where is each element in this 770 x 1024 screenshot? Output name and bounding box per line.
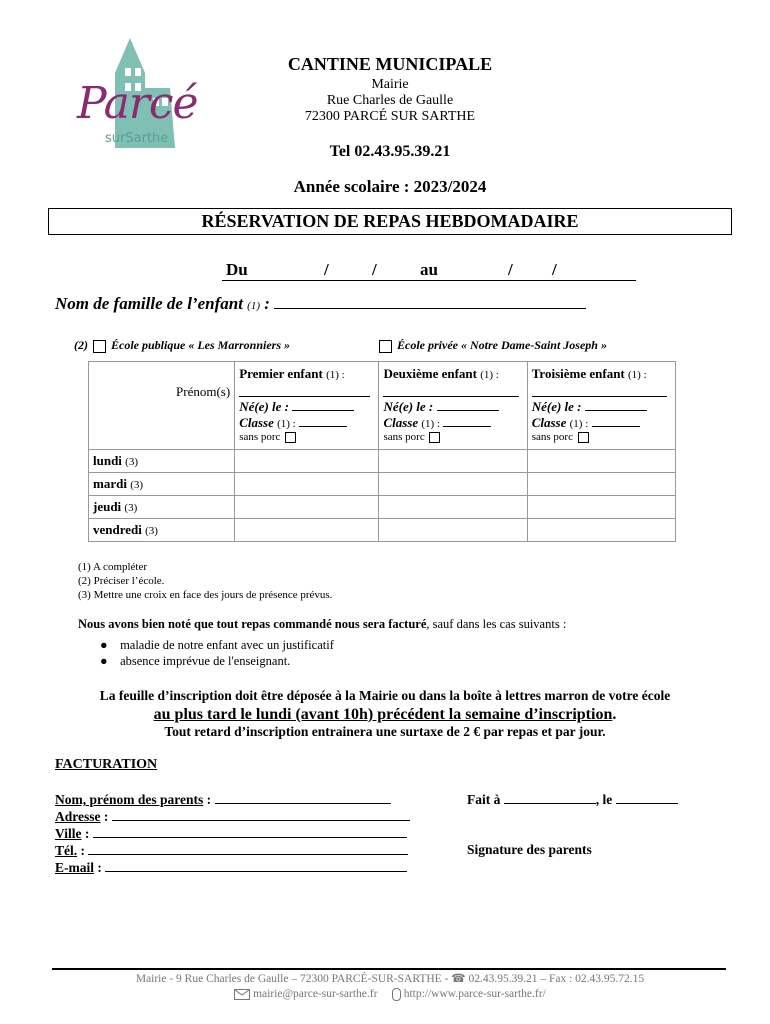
day-cell[interactable]: [379, 496, 527, 519]
footer: [40, 972, 740, 1002]
date-to-label: au: [420, 260, 438, 279]
footnote: (3) Mettre une croix en face des jours de présence prévus.: [78, 589, 333, 601]
school-public-option[interactable]: [74, 338, 290, 353]
school-private-option[interactable]: [377, 338, 607, 353]
footer-email-link[interactable]: mairie@parce-sur-sarthe.fr: [253, 988, 378, 1000]
born-field[interactable]: [292, 400, 354, 411]
family-name-note: (1): [247, 300, 260, 312]
school-year: Année scolaire : 2023/2024: [293, 177, 487, 196]
address-row[interactable]: Adresse :: [55, 808, 410, 825]
table-row: [89, 473, 676, 496]
table-row: [89, 519, 676, 542]
deadline-block: [40, 688, 730, 740]
born-label: Né(e) le :: [531, 399, 582, 414]
footnote: (1) A compléter: [78, 561, 148, 573]
born-field[interactable]: [585, 400, 647, 411]
address-label: Adresse: [55, 809, 101, 824]
sign-date-field[interactable]: [616, 791, 678, 804]
child-note: (1) :: [326, 369, 345, 381]
day-cell[interactable]: [527, 496, 675, 519]
city-row[interactable]: Ville :: [55, 825, 410, 842]
email-label: E-mail: [55, 860, 94, 875]
meal-table: [88, 361, 676, 542]
email-row[interactable]: E-mail :: [55, 859, 410, 876]
day-note: (3): [145, 525, 158, 537]
notice-bold: Nous avons bien noté que tout repas commandé nous sera facturé: [78, 617, 427, 631]
child-title: Troisième enfant: [531, 366, 625, 381]
list-item: ● maladie de notre enfant avec un justificatif: [100, 638, 334, 652]
phone-label: Tél.: [55, 843, 78, 858]
parent-name-field[interactable]: [215, 791, 391, 804]
date-label: , le: [595, 792, 613, 807]
child-note: (1) :: [480, 369, 499, 381]
date-slash: /: [552, 260, 557, 279]
school-public-checkbox[interactable]: [93, 340, 106, 353]
date-slash: /: [324, 260, 329, 279]
no-pork-label: sans porc: [383, 431, 425, 443]
date-slash: /: [508, 260, 513, 279]
made-at-label: Fait à: [467, 792, 501, 807]
deadline-line3: Tout retard d’inscription entrainera une surtaxe de 2 € par repas et par jour.: [164, 724, 606, 739]
school-private-label: École privée « Notre Dame-Saint Joseph »: [397, 338, 607, 352]
class-field[interactable]: [443, 416, 491, 427]
header-line2: Rue Charles de Gaulle: [326, 93, 454, 108]
footnotes: [78, 560, 332, 602]
date-range-line: [222, 260, 636, 281]
no-pork-label: sans porc: [239, 431, 281, 443]
born-label: Né(e) le :: [383, 399, 434, 414]
family-name-row[interactable]: [55, 294, 586, 314]
list-item: ● absence imprévue de l'enseignant.: [100, 654, 291, 668]
table-row: [89, 450, 676, 473]
billing-notice: [78, 617, 566, 632]
child-firstname-field[interactable]: [239, 382, 370, 397]
class-label: Classe: [531, 415, 567, 430]
header-line3: 72300 PARCÉ SUR SARTHE: [304, 109, 476, 124]
phone-row[interactable]: Tél. :: [55, 842, 410, 859]
made-at-field[interactable]: [504, 791, 596, 804]
table-row: [89, 496, 676, 519]
class-note: (1) :: [569, 418, 589, 430]
child-note: (1) :: [628, 369, 647, 381]
family-name-colon: :: [264, 294, 270, 313]
billing-heading: FACTURATION: [55, 757, 158, 772]
school-public-label: École publique « Les Marronniers »: [111, 338, 291, 352]
header-line1: Mairie: [371, 77, 409, 92]
form-title: [48, 208, 732, 235]
header-tel: Tel 02.43.95.39.21: [329, 143, 451, 160]
notice-rest: , sauf dans les cas suivants :: [426, 617, 567, 631]
child-1-column[interactable]: [235, 362, 379, 450]
notice-list: [100, 637, 334, 669]
form-title-text: RÉSERVATION DE REPAS HEBDOMADAIRE: [201, 211, 579, 231]
billing-fields: [55, 791, 410, 876]
born-label: Né(e) le :: [239, 399, 289, 414]
footer-address: Mairie - 9 Rue Charles de Gaulle – 72300 PARCÉ-SUR-SARTHE - ☎ 02.43.95.39.21 – Fax : 02.43.95.72.15: [135, 973, 645, 985]
class-field[interactable]: [592, 416, 640, 427]
class-note: (1) :: [277, 418, 296, 430]
email-field[interactable]: [105, 859, 407, 872]
city-label: Ville: [55, 826, 82, 841]
child-title: Deuxième enfant: [383, 366, 477, 381]
child-firstname-field[interactable]: [532, 382, 667, 397]
day-cell[interactable]: [235, 519, 379, 542]
no-pork-label: sans porc: [531, 431, 573, 443]
deadline-line1: La feuille d’inscription doit être déposée à la Mairie ou dans la boîte à lettres marron de votre école: [99, 688, 671, 703]
day-note: (3): [124, 502, 138, 514]
school-private-checkbox[interactable]: [379, 340, 392, 353]
logo-text: Parcé: [77, 78, 198, 129]
day-cell[interactable]: [235, 450, 379, 473]
firstname-label: Prénom(s): [176, 384, 231, 399]
child-3-column[interactable]: [527, 362, 675, 450]
day-label: jeudi: [93, 499, 122, 514]
deadline-period: .: [612, 706, 617, 723]
city-field[interactable]: [93, 825, 407, 838]
child-2-column[interactable]: [379, 362, 527, 450]
day-note: (3): [130, 479, 144, 491]
signature-label: Signature des parents: [467, 842, 592, 857]
date-slash: /: [372, 260, 377, 279]
parent-name-label: Nom, prénom des parents: [55, 792, 204, 807]
logo-subtext: surSarthe: [105, 131, 169, 146]
child-title: Premier enfant: [239, 366, 323, 381]
born-field[interactable]: [437, 400, 499, 411]
envelope-icon: [234, 989, 250, 1000]
class-label: Classe: [239, 415, 274, 430]
no-pork-checkbox[interactable]: [578, 432, 589, 443]
day-cell[interactable]: [235, 473, 379, 496]
phone-field[interactable]: [88, 842, 408, 855]
no-pork-checkbox[interactable]: [429, 432, 440, 443]
class-field[interactable]: [299, 416, 347, 427]
date-from-label: Du: [226, 260, 248, 279]
deadline-line2: au plus tard le lundi (avant 10h) précédent la semaine d’inscription: [153, 706, 613, 723]
footer-website-link[interactable]: http://www.parce-sur-sarthe.fr/: [403, 988, 546, 1000]
footnote: (2) Préciser l’école.: [78, 575, 165, 587]
day-label: mardi: [93, 476, 127, 491]
day-cell[interactable]: [527, 519, 675, 542]
parent-name-row[interactable]: Nom, prénom des parents :: [55, 791, 410, 808]
address-field[interactable]: [112, 808, 410, 821]
no-pork-checkbox[interactable]: [285, 432, 296, 443]
day-label: lundi: [93, 453, 122, 468]
day-cell[interactable]: [527, 450, 675, 473]
day-cell[interactable]: [379, 450, 527, 473]
day-cell[interactable]: [379, 519, 527, 542]
day-cell[interactable]: [235, 496, 379, 519]
day-cell[interactable]: [527, 473, 675, 496]
header-title: CANTINE MUNICIPALE: [287, 54, 493, 74]
mouse-icon: [392, 988, 401, 1001]
family-name-label: Nom de famille de l’enfant: [55, 294, 243, 313]
day-cell[interactable]: [379, 473, 527, 496]
class-label: Classe: [383, 415, 419, 430]
day-label: vendredi: [93, 522, 142, 537]
child-firstname-field[interactable]: [383, 382, 518, 397]
made-at-row[interactable]: [467, 791, 678, 808]
school-note: (2): [74, 338, 88, 352]
footer-divider: [52, 968, 726, 970]
family-name-field[interactable]: [274, 294, 586, 309]
class-note: (1) :: [421, 418, 441, 430]
town-logo: [75, 28, 198, 158]
day-note: (3): [125, 456, 138, 468]
